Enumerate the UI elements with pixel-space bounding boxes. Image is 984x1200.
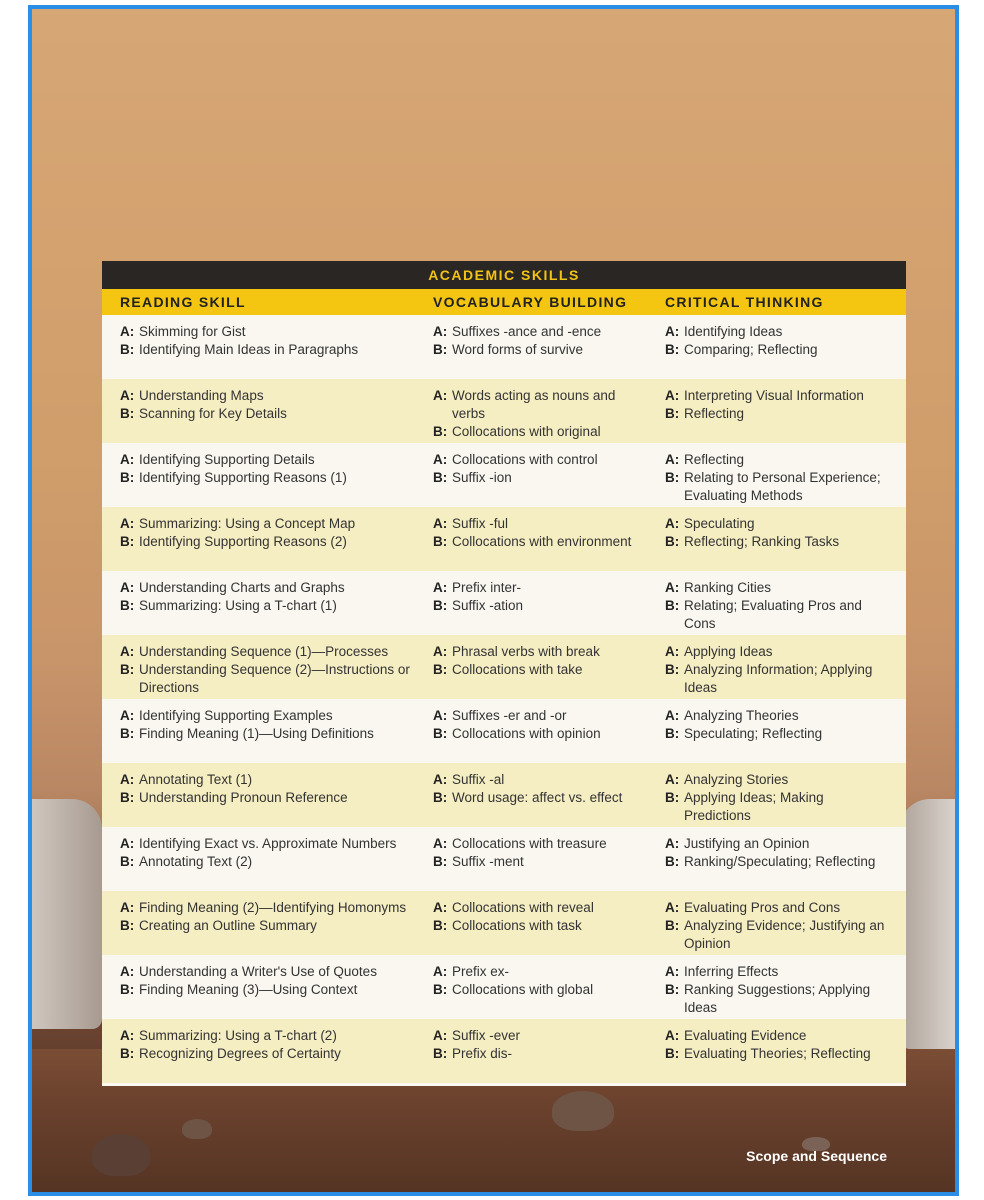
skill-item-a — [120, 835, 433, 853]
table-row — [102, 635, 906, 699]
item-text: Collocations with opinion — [452, 726, 601, 741]
skill-item-b — [433, 341, 665, 359]
table-cell-reading — [102, 1027, 433, 1063]
item-letter: B: — [665, 534, 680, 549]
skill-item-b — [665, 1045, 906, 1063]
skill-item-a — [433, 707, 665, 725]
item-text: Summarizing: Using a T-chart (1) — [139, 598, 337, 613]
item-letter: A: — [433, 388, 448, 403]
skill-item-a — [433, 899, 665, 917]
skill-item-a — [120, 771, 433, 789]
table-cell-reading — [102, 771, 433, 807]
header-vocabulary-building: VOCABULARY BUILDING — [433, 294, 628, 310]
skill-item-b — [120, 917, 433, 935]
skill-item-b — [433, 1045, 665, 1063]
item-letter: A: — [120, 516, 135, 531]
item-text: Word usage: affect vs. effect — [452, 790, 623, 805]
skill-item-a — [433, 835, 665, 853]
table-row — [102, 571, 906, 635]
table-cell-reading — [102, 387, 433, 423]
item-letter: A: — [433, 708, 448, 723]
table-cell-reading — [102, 643, 433, 697]
item-text: Identifying Ideas — [684, 324, 783, 339]
item-text: Scanning for Key Details — [139, 406, 287, 421]
skill-item-a — [120, 451, 433, 469]
skill-item-a — [433, 579, 665, 597]
skill-item-a — [120, 707, 433, 725]
item-text: Reflecting; Ranking Tasks — [684, 534, 840, 549]
item-letter: A: — [120, 644, 135, 659]
item-text: Collocations with task — [452, 918, 582, 933]
item-text: Ranking Suggestions; Applying Ideas — [684, 982, 871, 1015]
skill-item-a — [665, 963, 906, 981]
table-row — [102, 443, 906, 507]
item-text: Collocations with original — [452, 424, 601, 439]
skill-item-b — [433, 533, 665, 551]
skill-item-a — [665, 451, 906, 469]
item-text: Suffix -ful — [452, 516, 509, 531]
table-cell-critical — [665, 963, 906, 1017]
item-text: Word forms of survive — [452, 342, 584, 357]
item-text: Reflecting — [684, 452, 745, 467]
skill-item-a — [665, 899, 906, 917]
skill-item-b — [665, 597, 906, 633]
item-letter: A: — [433, 516, 448, 531]
item-letter: B: — [433, 470, 448, 485]
skill-item-b — [120, 341, 433, 359]
table-cell-critical — [665, 899, 906, 953]
skill-item-b — [120, 405, 433, 423]
item-letter: A: — [120, 324, 135, 339]
item-letter: B: — [433, 726, 448, 741]
skill-item-b — [665, 789, 906, 825]
table-body — [102, 315, 906, 1083]
skill-item-b — [120, 789, 433, 807]
table-row — [102, 891, 906, 955]
skill-item-b — [120, 853, 433, 871]
item-text: Evaluating Theories; Reflecting — [684, 1046, 871, 1061]
item-letter: B: — [120, 918, 135, 933]
item-text: Collocations with global — [452, 982, 594, 997]
item-text: Prefix inter- — [452, 580, 522, 595]
skill-item-a — [120, 643, 433, 661]
skill-item-b — [433, 981, 665, 999]
item-text: Collocations with reveal — [452, 900, 594, 915]
item-text: Relating to Personal Experience; Evaluating Methods — [684, 470, 881, 503]
table-row — [102, 315, 906, 379]
item-letter: B: — [433, 534, 448, 549]
item-letter: B: — [120, 1046, 135, 1061]
item-letter: A: — [665, 388, 680, 403]
item-letter: A: — [120, 452, 135, 467]
item-letter: A: — [433, 644, 448, 659]
item-letter: A: — [120, 580, 135, 595]
item-letter: A: — [665, 900, 680, 915]
table-cell-critical — [665, 515, 906, 551]
item-text: Prefix dis- — [452, 1046, 513, 1061]
skill-item-b — [433, 661, 665, 679]
item-text: Suffix -ation — [452, 598, 524, 613]
skill-item-a — [120, 579, 433, 597]
skill-item-b — [120, 661, 433, 697]
table-row — [102, 955, 906, 1019]
item-letter: A: — [665, 708, 680, 723]
item-text: Applying Ideas — [684, 644, 773, 659]
table-cell-critical — [665, 643, 906, 697]
skill-item-a — [433, 963, 665, 981]
item-letter: A: — [120, 772, 135, 787]
skill-item-b — [433, 725, 665, 743]
item-letter: B: — [120, 470, 135, 485]
table-cell-critical — [665, 835, 906, 871]
table-cell-reading — [102, 707, 433, 743]
item-letter: A: — [120, 900, 135, 915]
item-text: Summarizing: Using a T-chart (2) — [139, 1028, 337, 1043]
item-text: Collocations with take — [452, 662, 583, 677]
table-cell-reading — [102, 899, 433, 935]
table-row — [102, 763, 906, 827]
skill-item-a — [665, 387, 906, 405]
skill-item-a — [120, 1027, 433, 1045]
item-letter: B: — [120, 790, 135, 805]
item-text: Analyzing Stories — [684, 772, 789, 787]
item-text: Understanding Charts and Graphs — [139, 580, 345, 595]
item-text: Collocations with control — [452, 452, 598, 467]
table-cell-vocab — [433, 451, 665, 487]
item-text: Understanding Sequence (1)—Processes — [139, 644, 389, 659]
table-cell-reading — [102, 515, 433, 551]
header-critical-thinking: CRITICAL THINKING — [665, 294, 824, 310]
skill-item-b — [665, 341, 906, 359]
item-text: Analyzing Information; Applying Ideas — [684, 662, 873, 695]
table-cell-vocab — [433, 579, 665, 615]
item-letter: B: — [433, 1046, 448, 1061]
skill-item-a — [665, 835, 906, 853]
item-letter: B: — [120, 406, 135, 421]
item-text: Inferring Effects — [684, 964, 779, 979]
item-letter: B: — [120, 726, 135, 741]
habitat-module-left — [32, 799, 102, 1029]
table-row — [102, 699, 906, 763]
skill-item-a — [665, 771, 906, 789]
item-letter: B: — [433, 854, 448, 869]
item-letter: A: — [433, 1028, 448, 1043]
item-text: Suffix -al — [452, 772, 505, 787]
table-cell-vocab — [433, 387, 665, 441]
table-cell-critical — [665, 323, 906, 359]
item-text: Evaluating Pros and Cons — [684, 900, 841, 915]
item-letter: A: — [120, 964, 135, 979]
skill-item-b — [433, 853, 665, 871]
rock — [182, 1119, 212, 1139]
item-letter: A: — [120, 1028, 135, 1043]
table-title: ACADEMIC SKILLS — [102, 261, 906, 289]
item-text: Suffix -ment — [452, 854, 524, 869]
item-text: Suffix -ever — [452, 1028, 521, 1043]
item-text: Relating; Evaluating Pros and Cons — [684, 598, 862, 631]
item-letter: A: — [433, 580, 448, 595]
item-text: Applying Ideas; Making Predictions — [684, 790, 824, 823]
item-letter: B: — [433, 424, 448, 439]
skill-item-a — [120, 323, 433, 341]
item-letter: A: — [120, 708, 135, 723]
table-cell-vocab — [433, 899, 665, 935]
skill-item-a — [433, 387, 665, 423]
skill-item-b — [120, 469, 433, 487]
table-cell-vocab — [433, 771, 665, 807]
item-text: Summarizing: Using a Concept Map — [139, 516, 356, 531]
table-row — [102, 1019, 906, 1083]
table-cell-reading — [102, 835, 433, 871]
item-letter: B: — [665, 406, 680, 421]
item-letter: B: — [433, 662, 448, 677]
skill-item-b — [433, 469, 665, 487]
item-text: Finding Meaning (2)—Identifying Homonyms — [139, 900, 407, 915]
item-letter: A: — [665, 1028, 680, 1043]
skill-item-b — [120, 597, 433, 615]
item-letter: B: — [665, 662, 680, 677]
skill-item-b — [665, 469, 906, 505]
item-letter: A: — [433, 772, 448, 787]
skill-item-b — [665, 981, 906, 1017]
item-letter: A: — [433, 452, 448, 467]
item-text: Collocations with environment — [452, 534, 632, 549]
table-cell-vocab — [433, 835, 665, 871]
skill-item-a — [120, 515, 433, 533]
item-text: Evaluating Evidence — [684, 1028, 807, 1043]
item-text: Ranking Cities — [684, 580, 772, 595]
item-letter: A: — [665, 772, 680, 787]
item-text: Collocations with treasure — [452, 836, 607, 851]
skill-item-a — [120, 387, 433, 405]
table-header-row — [102, 289, 906, 315]
item-text: Phrasal verbs with break — [452, 644, 600, 659]
item-text: Comparing; Reflecting — [684, 342, 818, 357]
item-text: Finding Meaning (1)—Using Definitions — [139, 726, 374, 741]
item-letter: B: — [665, 982, 680, 997]
item-text: Identifying Exact vs. Approximate Numbers — [139, 836, 397, 851]
table-cell-vocab — [433, 1027, 665, 1063]
skill-item-a — [433, 451, 665, 469]
item-text: Suffixes -ance and -ence — [452, 324, 602, 339]
item-letter: B: — [433, 598, 448, 613]
item-text: Understanding Pronoun Reference — [139, 790, 348, 805]
table-cell-reading — [102, 963, 433, 999]
skill-item-b — [665, 725, 906, 743]
item-letter: B: — [120, 854, 135, 869]
item-letter: B: — [120, 598, 135, 613]
item-text: Identifying Supporting Reasons (1) — [139, 470, 347, 485]
table-cell-vocab — [433, 963, 665, 999]
item-letter: A: — [665, 964, 680, 979]
footer-label: Scope and Sequence — [746, 1148, 887, 1164]
table-row — [102, 507, 906, 571]
skill-item-a — [433, 515, 665, 533]
rock — [92, 1134, 150, 1176]
item-text: Speculating; Reflecting — [684, 726, 823, 741]
item-text: Skimming for Gist — [139, 324, 246, 339]
table-row — [102, 379, 906, 443]
item-letter: B: — [665, 598, 680, 613]
item-letter: A: — [120, 836, 135, 851]
item-letter: A: — [433, 324, 448, 339]
skill-item-b — [120, 1045, 433, 1063]
item-text: Identifying Supporting Examples — [139, 708, 333, 723]
item-letter: B: — [665, 342, 680, 357]
skill-item-a — [433, 323, 665, 341]
item-letter: B: — [665, 918, 680, 933]
item-letter: A: — [433, 900, 448, 915]
skill-item-b — [433, 917, 665, 935]
item-text: Interpreting Visual Information — [684, 388, 864, 403]
item-text: Ranking/Speculating; Reflecting — [684, 854, 876, 869]
skill-item-a — [433, 771, 665, 789]
item-text: Reflecting — [684, 406, 745, 421]
item-letter: B: — [665, 854, 680, 869]
item-text: Words acting as nouns and verbs — [452, 388, 616, 421]
rock — [552, 1091, 614, 1131]
item-text: Speculating — [684, 516, 755, 531]
page-frame — [28, 5, 959, 1196]
skill-item-b — [120, 981, 433, 999]
item-text: Suffix -ion — [452, 470, 512, 485]
header-reading-skill: READING SKILL — [120, 294, 246, 310]
skill-item-a — [433, 643, 665, 661]
skill-item-b — [433, 423, 665, 441]
table-cell-critical — [665, 451, 906, 505]
item-letter: B: — [120, 534, 135, 549]
item-text: Understanding Maps — [139, 388, 264, 403]
item-text: Identifying Supporting Reasons (2) — [139, 534, 347, 549]
item-text: Identifying Main Ideas in Paragraphs — [139, 342, 359, 357]
item-letter: A: — [433, 964, 448, 979]
table-cell-reading — [102, 579, 433, 615]
item-letter: B: — [433, 790, 448, 805]
item-text: Identifying Supporting Details — [139, 452, 315, 467]
table-cell-critical — [665, 771, 906, 825]
item-text: Annotating Text (1) — [139, 772, 253, 787]
skill-item-b — [433, 789, 665, 807]
item-letter: A: — [665, 452, 680, 467]
item-letter: B: — [120, 342, 135, 357]
skill-item-b — [665, 917, 906, 953]
item-text: Recognizing Degrees of Certainty — [139, 1046, 341, 1061]
table-cell-critical — [665, 1027, 906, 1063]
table-cell-vocab — [433, 643, 665, 679]
skill-item-a — [120, 899, 433, 917]
habitat-module-right — [900, 799, 955, 1049]
item-text: Annotating Text (2) — [139, 854, 253, 869]
item-text: Justifying an Opinion — [684, 836, 810, 851]
skill-item-a — [665, 643, 906, 661]
skill-item-a — [433, 1027, 665, 1045]
item-letter: A: — [665, 644, 680, 659]
skill-item-b — [120, 725, 433, 743]
item-letter: B: — [433, 982, 448, 997]
item-text: Understanding Sequence (2)—Instructions or Directions — [139, 662, 410, 695]
item-text: Prefix ex- — [452, 964, 510, 979]
table-cell-reading — [102, 451, 433, 487]
skill-item-b — [433, 597, 665, 615]
table-cell-reading — [102, 323, 433, 359]
item-letter: A: — [433, 836, 448, 851]
skill-item-b — [665, 405, 906, 423]
item-letter: B: — [433, 342, 448, 357]
item-letter: B: — [665, 790, 680, 805]
skill-item-b — [665, 853, 906, 871]
item-text: Suffixes -er and -or — [452, 708, 567, 723]
item-text: Understanding a Writer's Use of Quotes — [139, 964, 377, 979]
item-letter: B: — [120, 662, 135, 677]
table-row — [102, 827, 906, 891]
skill-item-a — [665, 1027, 906, 1045]
item-letter: B: — [665, 1046, 680, 1061]
item-letter: A: — [665, 324, 680, 339]
item-letter: A: — [665, 516, 680, 531]
item-letter: B: — [665, 726, 680, 741]
item-letter: B: — [433, 918, 448, 933]
item-text: Analyzing Evidence; Justifying an Opinion — [684, 918, 885, 951]
skill-item-b — [665, 533, 906, 551]
item-letter: B: — [120, 982, 135, 997]
item-text: Finding Meaning (3)—Using Context — [139, 982, 358, 997]
skill-item-b — [665, 661, 906, 697]
skill-item-a — [665, 707, 906, 725]
skill-item-a — [120, 963, 433, 981]
table-cell-critical — [665, 387, 906, 423]
skill-item-a — [665, 323, 906, 341]
academic-skills-table — [102, 261, 906, 1086]
item-text: Analyzing Theories — [684, 708, 799, 723]
item-letter: A: — [665, 836, 680, 851]
item-letter: A: — [120, 388, 135, 403]
item-letter: B: — [665, 470, 680, 485]
table-cell-vocab — [433, 515, 665, 551]
skill-item-b — [120, 533, 433, 551]
table-cell-vocab — [433, 323, 665, 359]
table-cell-vocab — [433, 707, 665, 743]
item-text: Creating an Outline Summary — [139, 918, 317, 933]
table-cell-critical — [665, 707, 906, 743]
table-cell-critical — [665, 579, 906, 633]
skill-item-a — [665, 515, 906, 533]
skill-item-a — [665, 579, 906, 597]
item-letter: A: — [665, 580, 680, 595]
